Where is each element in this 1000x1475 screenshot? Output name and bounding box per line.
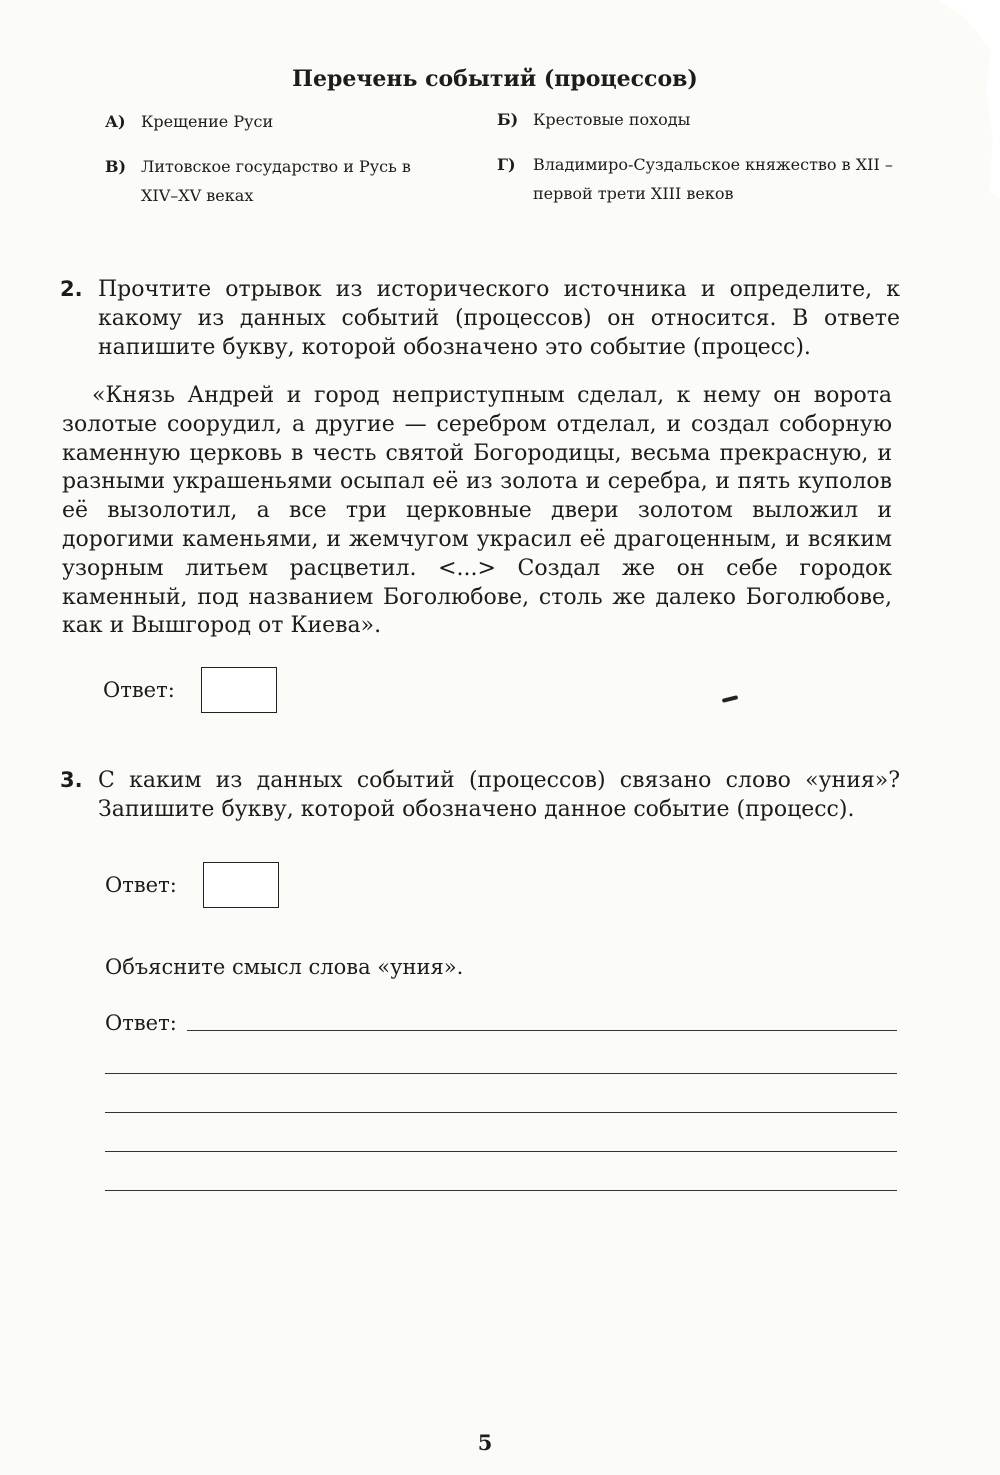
task-3-answer-row: [105, 862, 279, 908]
explanation-answer-area[interactable]: [105, 1005, 897, 1191]
task-3: [60, 766, 900, 824]
event-letter: Г): [497, 155, 516, 174]
event-item-b: [497, 110, 897, 129]
task-2: [60, 275, 900, 362]
event-text: Крестовые походы: [533, 110, 691, 129]
historical-source-quote: «Князь Андрей и город неприступным сделал, к нему он ворота золотые соорудил, а другие — серебром отделал, и создал соборную каменную церковь в честь святой Богородицы, весьма прекрасную, и разными украшеньями осыпал её из золота и серебра, и пять куполов её вызолотил, а все три церковные двери золотом выложил и дорогими каменьями, и жемчугом украсил её драгоценным, и всяким узорным литьем расцветил. <...> Создал же он себе городок каменный, под названием Боголюбове, столь же далеко Боголюбове, как и Вышгород от Киева».: [62, 383, 892, 639]
task-3-answer-box[interactable]: [203, 862, 279, 908]
page-number: 5: [477, 1430, 493, 1455]
event-letter: Б): [497, 110, 519, 129]
task-instruction: Прочтите отрывок из исторического источника и определите, к какому из данных событий (процессов) он относится. В ответе напишите букву, которой обозначено это событие (процесс).: [98, 277, 900, 360]
event-text: Владимиро-Суздальское княжество в XII – первой трети XIII веков: [533, 155, 893, 203]
task-number: 2.: [60, 277, 83, 301]
scan-mark: [722, 695, 738, 703]
answer-line-first[interactable]: [105, 1005, 897, 1035]
answer-line-rule: [187, 1029, 897, 1031]
events-list-heading: Перечень событий (процессов): [292, 66, 698, 92]
answer-line[interactable]: [105, 1074, 897, 1113]
event-text: Литовское государство и Русь в XIV–XV веках: [141, 157, 411, 205]
task-2-answer-row: [103, 667, 277, 713]
event-item-v: [105, 152, 450, 210]
torn-corner: [910, 0, 1000, 200]
event-letter: А): [105, 112, 126, 131]
event-text: Крещение Руси: [141, 112, 274, 131]
answer-line[interactable]: [105, 1113, 897, 1152]
answer-line[interactable]: [105, 1035, 897, 1074]
task-instruction: С каким из данных событий (процессов) связано слово «уния»? Запишите букву, которой обозначено данное событие (процесс).: [98, 768, 900, 822]
answer-label: Ответ:: [103, 678, 175, 702]
task-number: 3.: [60, 768, 83, 792]
answer-label: Ответ:: [105, 1011, 177, 1035]
answer-line[interactable]: [105, 1152, 897, 1191]
event-item-a: [105, 112, 465, 131]
event-letter: В): [105, 157, 127, 176]
event-item-g: [497, 150, 897, 208]
answer-label: Ответ:: [105, 873, 177, 897]
task-2-answer-box[interactable]: [201, 667, 277, 713]
explain-prompt: Объясните смысл слова «уния».: [105, 955, 464, 979]
